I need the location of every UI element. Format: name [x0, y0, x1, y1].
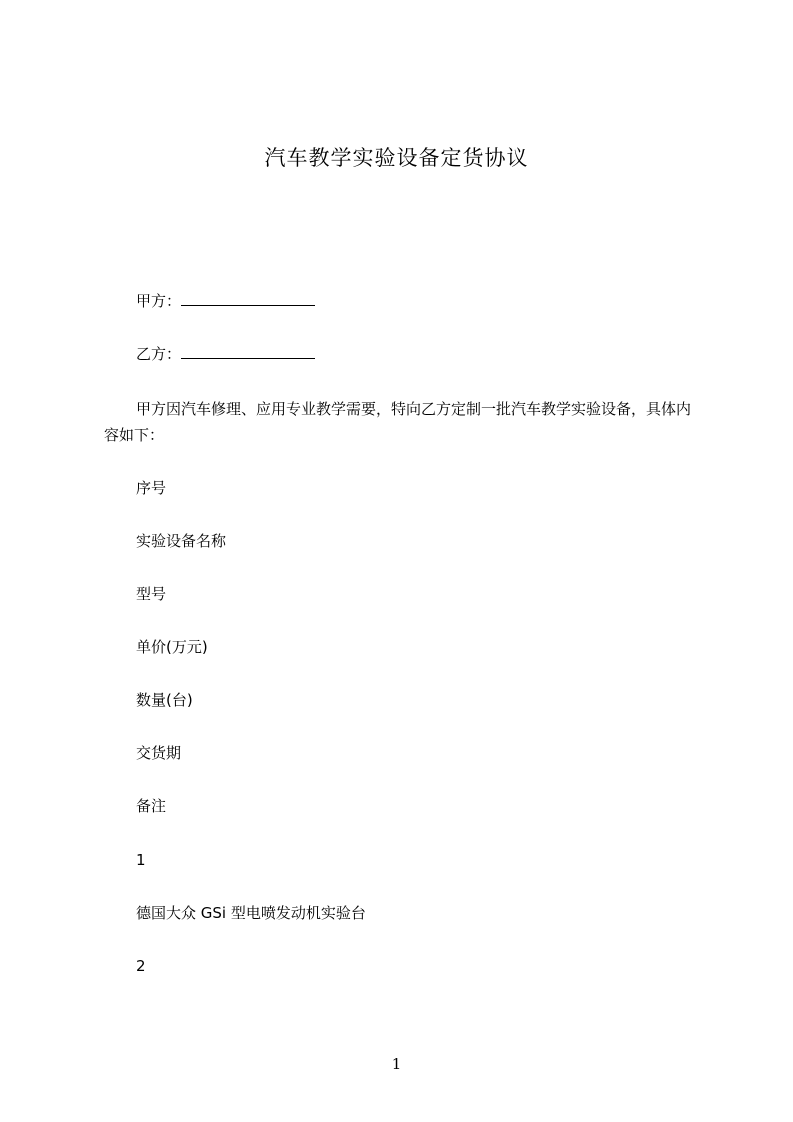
header-unit-price: 单价(万元) — [136, 638, 208, 656]
party-b-blank — [181, 344, 315, 359]
document-title: 汽车教学实验设备定货协议 — [264, 146, 529, 170]
row-equipment-1: 德国大众 GSi 型电喷发动机实验台 — [136, 904, 366, 922]
row-serial-1: 1 — [136, 851, 146, 869]
header-quantity: 数量(台) — [136, 691, 193, 709]
header-equipment-name: 实验设备名称 — [136, 532, 227, 550]
party-a-line — [136, 291, 315, 311]
header-model: 型号 — [136, 585, 167, 603]
header-remarks: 备注 — [136, 797, 167, 815]
party-b-label: 乙方： — [136, 345, 182, 363]
party-a-label: 甲方： — [136, 292, 182, 310]
party-b-line — [136, 344, 315, 364]
intro-paragraph: 甲方因汽车修理、应用专业教学需要，特向乙方定制一批汽车教学实验设备，具体内容如下： — [104, 400, 692, 444]
party-a-blank — [181, 291, 315, 306]
header-serial: 序号 — [136, 479, 167, 497]
row-serial-2: 2 — [136, 957, 146, 975]
header-delivery: 交货期 — [136, 744, 182, 762]
page-number: 1 — [391, 1055, 402, 1073]
